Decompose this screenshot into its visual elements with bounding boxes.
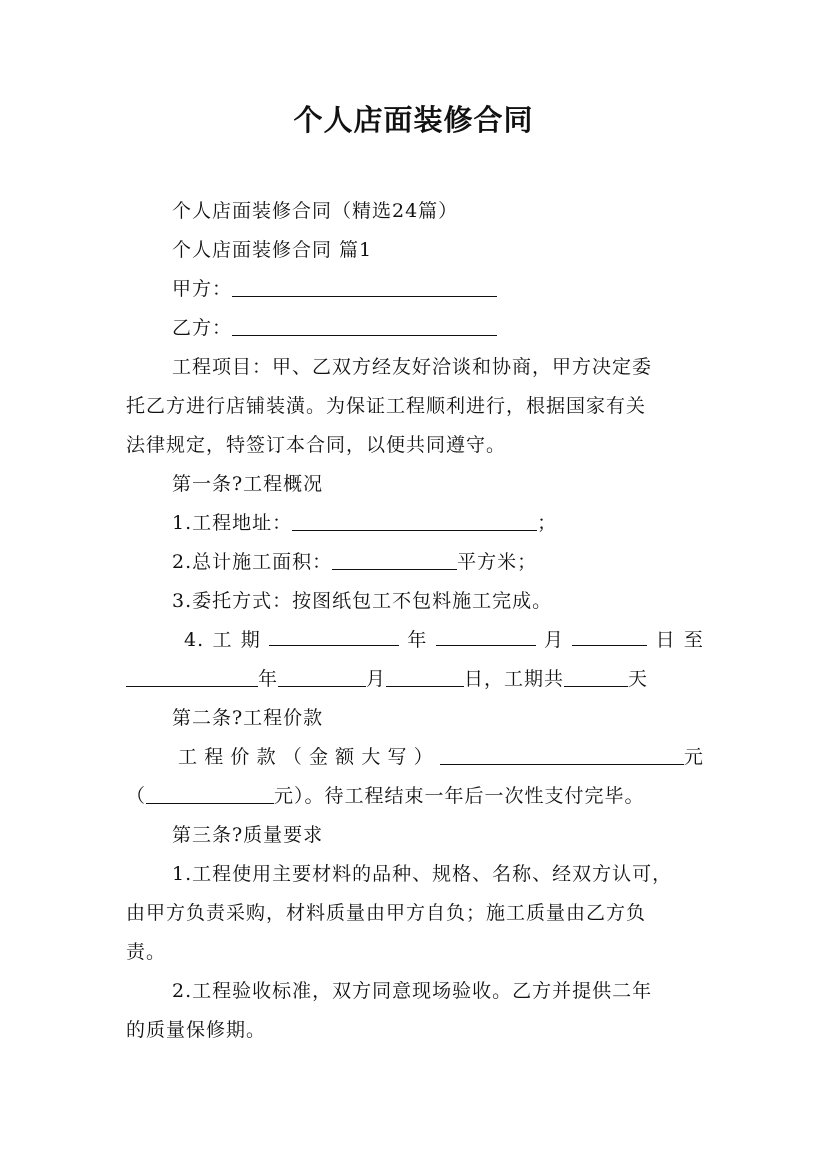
article-2-heading: 第二条?工程价款 [172, 707, 324, 729]
period-char: 年 [407, 629, 428, 651]
end-day-blank [386, 666, 464, 687]
period-char: 年 [258, 668, 279, 690]
intro-line-2: 托乙方进行店铺装潢。为保证工程顺利进行，根据国家有关 [126, 395, 647, 417]
price-char: 程 [204, 746, 225, 768]
intro-line-3: 法律规定，特签订本合同，以便共同遵守。 [126, 434, 507, 456]
period-char: 期 [240, 629, 261, 651]
area-line [172, 547, 706, 577]
end-year-blank [126, 666, 258, 687]
start-year-blank [269, 625, 399, 646]
party-b-line [172, 313, 706, 343]
price-char: 写 [387, 746, 408, 768]
period-number: 4. [184, 629, 205, 651]
party-a-line [172, 274, 706, 304]
period-char: 至 [683, 629, 704, 651]
quality-p1-line-1: 1.工程使用主要材料的品种、规格、名称、经双方认可， [172, 863, 673, 885]
area-blank [332, 549, 457, 570]
party-a-label: 甲方： [172, 278, 233, 300]
period-line-1 [184, 625, 704, 655]
period-char: 日 [655, 629, 676, 651]
period-line-2 [126, 664, 706, 694]
price-char: 工 [178, 746, 199, 768]
quality-p1-line-2: 由甲方负责采购，材料质量由甲方自负；施工质量由乙方负 [126, 902, 647, 924]
party-b-blank [232, 315, 497, 336]
quality-p1-line-3: 责。 [126, 941, 167, 963]
start-day-blank [572, 625, 647, 646]
period-char: 月 [366, 668, 387, 690]
document-title: 个人店面装修合同 [293, 103, 534, 137]
area-unit: 平方米； [457, 551, 538, 573]
price-char: 大 [361, 746, 382, 768]
party-b-label: 乙方： [172, 317, 233, 339]
address-blank [292, 510, 537, 531]
price-char: 价 [230, 746, 251, 768]
article-1-heading: 第一条?工程概况 [172, 473, 324, 495]
price-line-1 [178, 742, 704, 772]
period-char: 工 [212, 629, 233, 651]
period-char: 日，工期共 [464, 668, 565, 690]
address-line [172, 508, 706, 538]
price-char: （ [282, 746, 303, 768]
total-days-blank [564, 666, 628, 687]
article-3-heading: 第三条?质量要求 [172, 824, 324, 846]
address-label: 1.工程地址： [172, 512, 293, 534]
period-char: 天 [628, 668, 649, 690]
party-a-blank [232, 276, 497, 297]
payment-terms: 元）。待工程结束一年后一次性支付完毕。 [274, 785, 645, 807]
method-line: 3.委托方式：按图纸包工不包料施工完成。 [172, 590, 553, 612]
period-char: 月 [543, 629, 564, 651]
address-end: ； [537, 512, 558, 534]
price-number-blank [146, 783, 274, 804]
yuan-label: 元 [683, 746, 704, 768]
price-char: ） [413, 746, 434, 768]
end-month-blank [278, 666, 366, 687]
quality-p2-line-2: 的质量保修期。 [126, 1019, 267, 1041]
open-paren: （ [126, 785, 147, 807]
price-char: 款 [256, 746, 277, 768]
intro-line-1: 工程项目：甲、乙双方经友好洽谈和协商，甲方决定委 [172, 356, 653, 378]
price-amount-group [440, 742, 704, 772]
area-label: 2.总计施工面积： [172, 551, 333, 573]
quality-p2-line-1: 2.工程验收标准，双方同意现场验收。乙方并提供二年 [172, 980, 653, 1002]
price-words-blank [440, 744, 684, 765]
subtitle: 个人店面装修合同（精选24篇） [172, 200, 459, 222]
price-char: 额 [335, 746, 356, 768]
chapter-heading: 个人店面装修合同 篇1 [172, 239, 373, 261]
price-line-2 [126, 781, 706, 811]
start-month-blank [436, 625, 536, 646]
price-char: 金 [308, 746, 329, 768]
